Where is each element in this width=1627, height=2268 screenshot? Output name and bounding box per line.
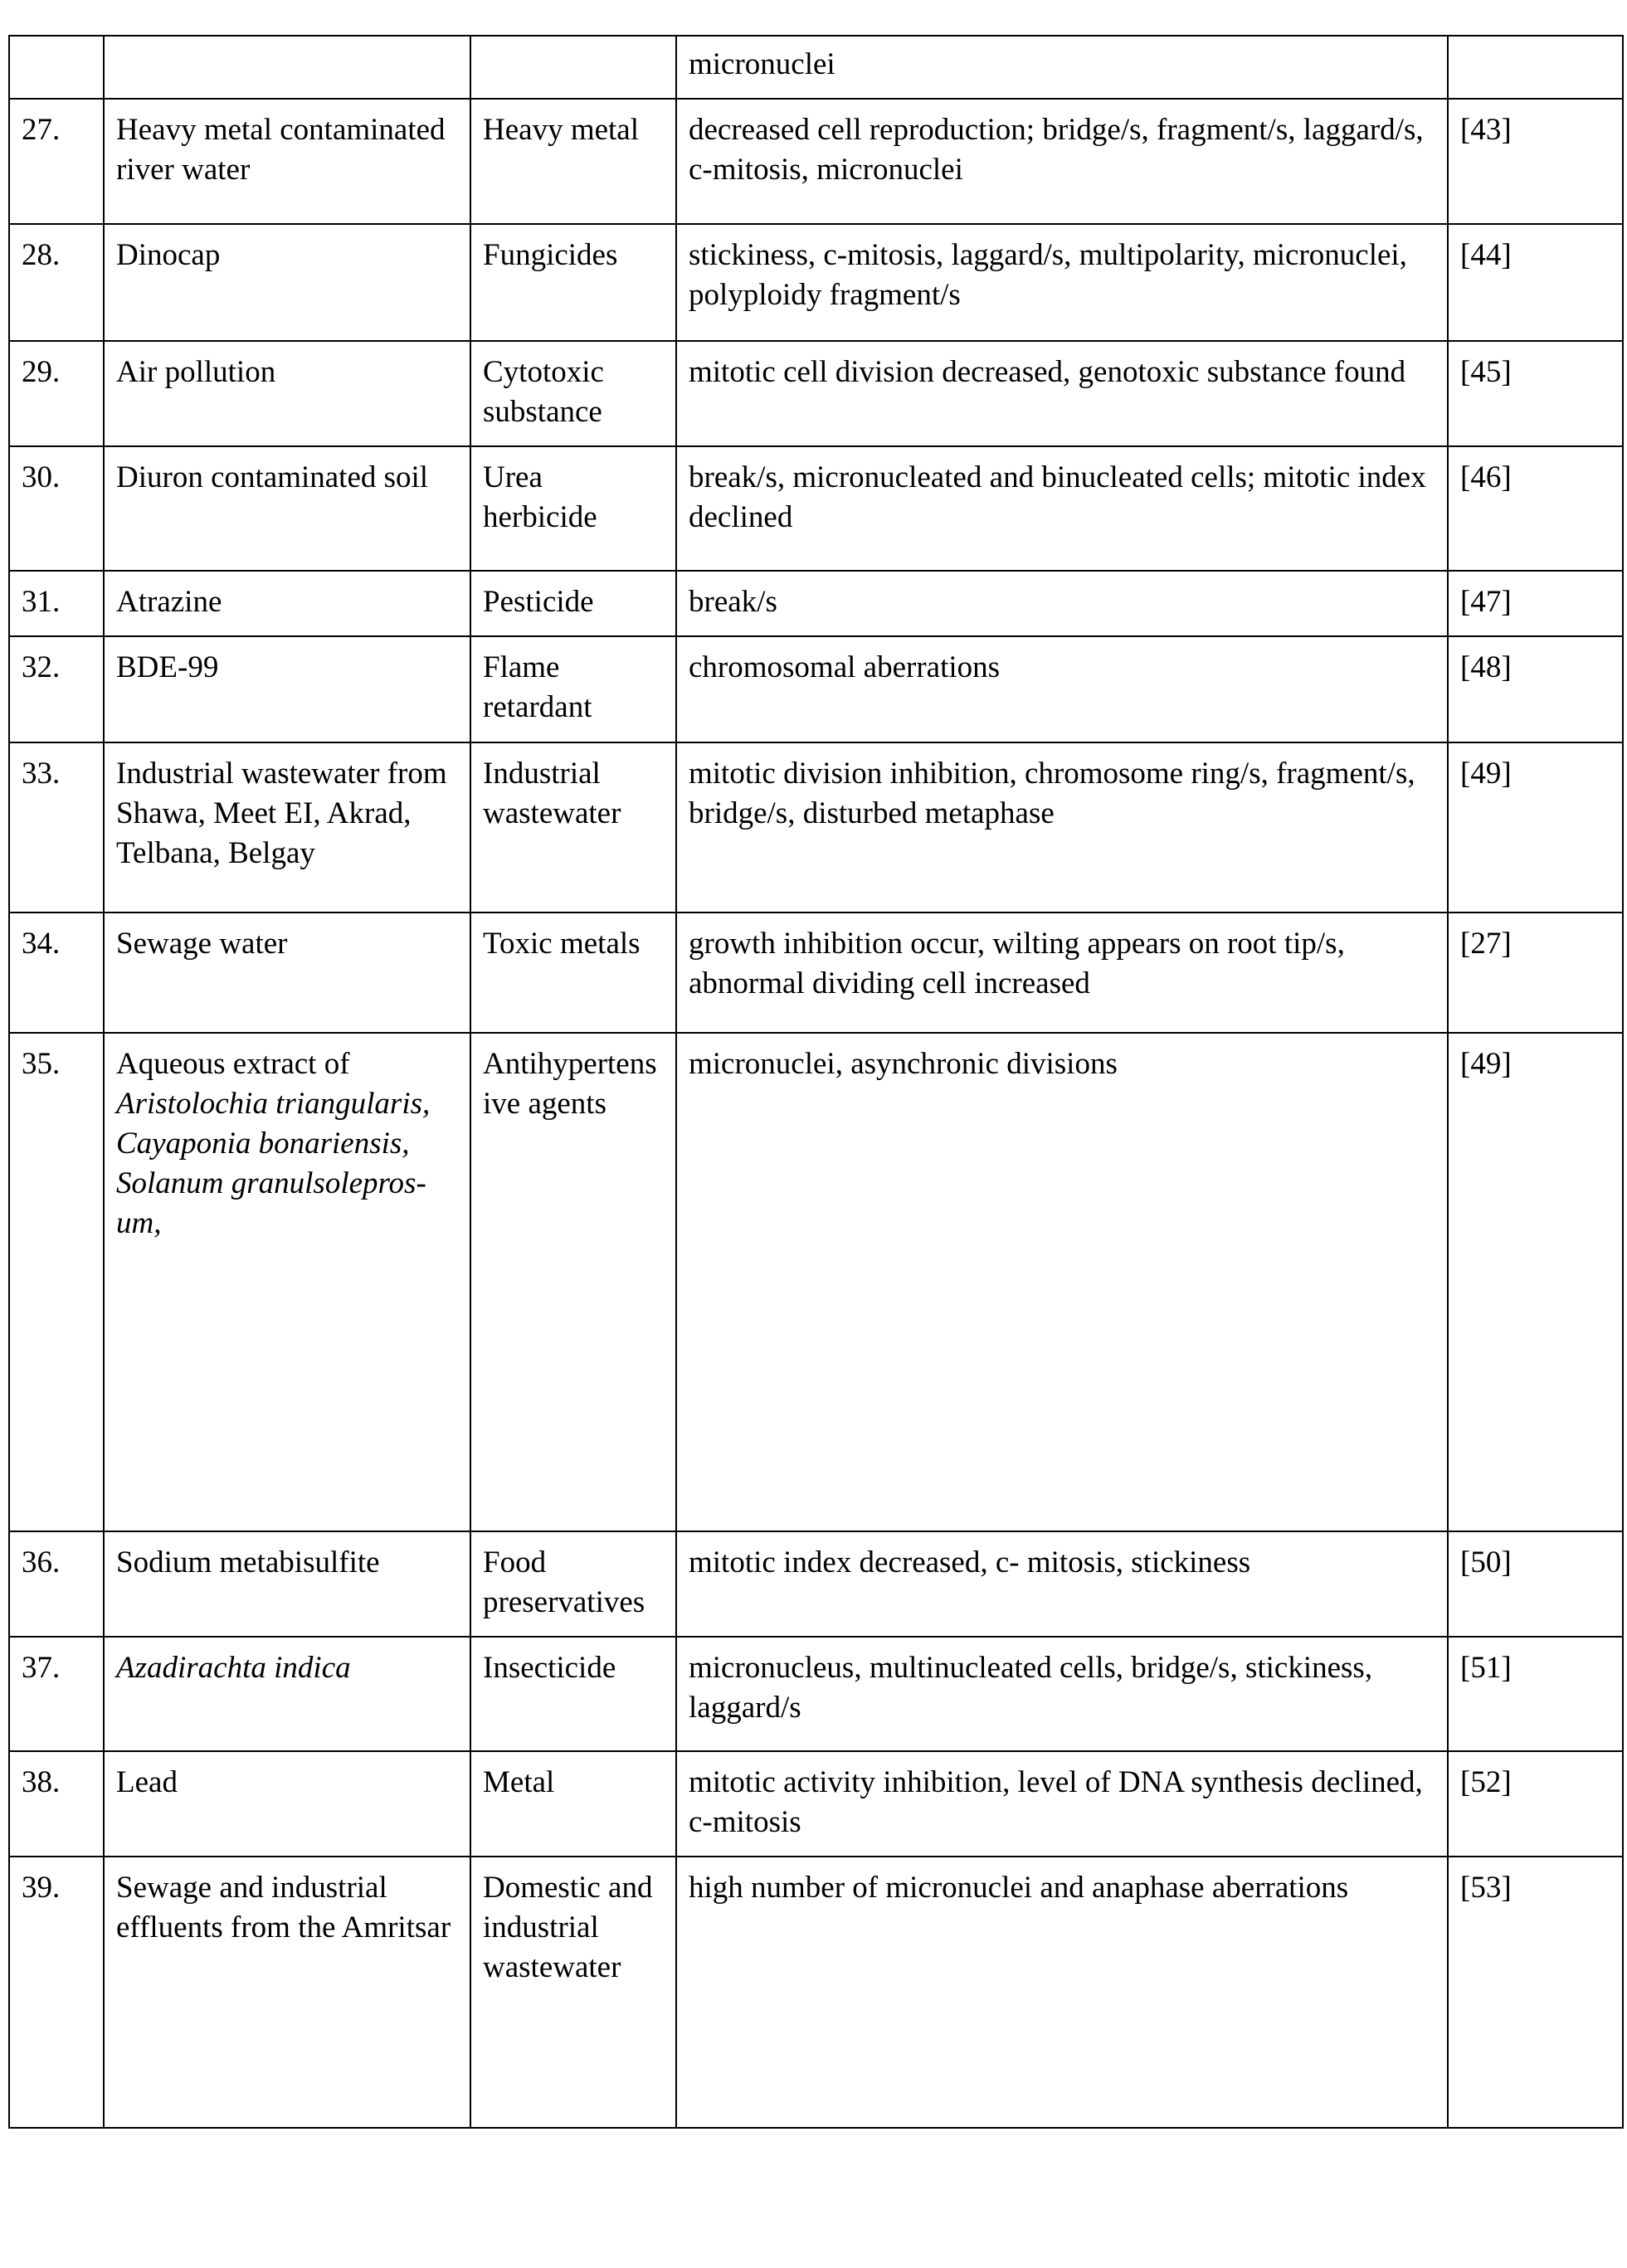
cell-agent-type: Metal (470, 1751, 676, 1857)
cell-serial-number: 32. (9, 636, 104, 742)
table-row (9, 99, 1623, 224)
cell-observed-effect: mitotic activity inhibition, level of DNA synthesis declined, c-mitosis (676, 1751, 1448, 1857)
table-row (9, 1751, 1623, 1857)
cell-serial-number: 31. (9, 571, 104, 636)
cell-observed-effect: mitotic division inhibition, chromosome ring/s, fragment/s, bridge/s, disturbed metaphase (676, 742, 1448, 913)
cell-agent-type: Food preservatives (470, 1531, 676, 1637)
cell-serial-number (9, 36, 104, 99)
chromosomal-aberration-table (8, 35, 1624, 2129)
agent-species-name: Azadirachta indica (116, 1650, 351, 1685)
agent-species-name: Aristolochia triangularis, Cayaponia bonariensis, Solanum granulsolepros-um, (116, 1086, 431, 1240)
cell-reference: [49] (1448, 1033, 1623, 1531)
cell-reference: [50] (1448, 1531, 1623, 1637)
table-row (9, 446, 1623, 571)
cell-reference: [51] (1448, 1637, 1623, 1751)
cell-serial-number: 36. (9, 1531, 104, 1637)
cell-reference: [27] (1448, 913, 1623, 1033)
cell-agent-type: Flame retardant (470, 636, 676, 742)
agent-prefix: Aqueous extract of (116, 1046, 350, 1081)
cell-agent-type: Insecticide (470, 1637, 676, 1751)
cell-agent-type: Industrial wastewater (470, 742, 676, 913)
cell-observed-effect: micronuclei, asynchronic divisions (676, 1033, 1448, 1531)
cell-observed-effect: break/s (676, 571, 1448, 636)
table-row (9, 1033, 1623, 1531)
cell-serial-number: 39. (9, 1857, 104, 2128)
cell-observed-effect: break/s, micronucleated and binucleated cells; mitotic index declined (676, 446, 1448, 571)
cell-serial-number: 29. (9, 341, 104, 446)
cell-serial-number: 37. (9, 1637, 104, 1751)
cell-agent-type: Antihypertensive agents (470, 1033, 676, 1531)
cell-observed-effect: stickiness, c-mitosis, laggard/s, multipolarity, micronuclei, polyploidy fragment/s (676, 224, 1448, 341)
table-row (9, 636, 1623, 742)
cell-agent-type: Cytotoxic substance (470, 341, 676, 446)
cell-reference: [45] (1448, 341, 1623, 446)
cell-serial-number: 38. (9, 1751, 104, 1857)
cell-serial-number: 33. (9, 742, 104, 913)
cell-agent-type (470, 36, 676, 99)
cell-agent: Industrial wastewater from Shawa, Meet EI, Akrad, Telbana, Belgay (104, 742, 470, 913)
cell-observed-effect: mitotic index decreased, c- mitosis, stickiness (676, 1531, 1448, 1637)
cell-reference: [52] (1448, 1751, 1623, 1857)
cell-observed-effect: chromosomal aberrations (676, 636, 1448, 742)
cell-agent-type: Urea herbicide (470, 446, 676, 571)
cell-agent (104, 1033, 470, 1531)
table-row (9, 1857, 1623, 2128)
cell-agent: Diuron contaminated soil (104, 446, 470, 571)
cell-reference (1448, 36, 1623, 99)
cell-observed-effect: high number of micronuclei and anaphase aberrations (676, 1857, 1448, 2128)
cell-serial-number: 35. (9, 1033, 104, 1531)
cell-reference: [47] (1448, 571, 1623, 636)
table-row (9, 1637, 1623, 1751)
cell-agent: Atrazine (104, 571, 470, 636)
cell-agent (104, 1637, 470, 1751)
cell-reference: [46] (1448, 446, 1623, 571)
table-row (9, 742, 1623, 913)
cell-reference: [44] (1448, 224, 1623, 341)
cell-agent: BDE-99 (104, 636, 470, 742)
table-row (9, 1531, 1623, 1637)
cell-observed-effect: micronuclei (676, 36, 1448, 99)
cell-observed-effect: mitotic cell division decreased, genotoxic substance found (676, 341, 1448, 446)
cell-agent-type: Fungicides (470, 224, 676, 341)
cell-serial-number: 30. (9, 446, 104, 571)
table-body (9, 36, 1623, 2128)
cell-agent: Heavy metal contaminated river water (104, 99, 470, 224)
cell-agent (104, 36, 470, 99)
cell-agent-type: Domestic and industrial wastewater (470, 1857, 676, 2128)
table-row (9, 224, 1623, 341)
cell-observed-effect: micronucleus, multinucleated cells, bridge/s, stickiness, laggard/s (676, 1637, 1448, 1751)
cell-agent-type: Pesticide (470, 571, 676, 636)
cell-agent: Lead (104, 1751, 470, 1857)
cell-serial-number: 27. (9, 99, 104, 224)
cell-reference: [49] (1448, 742, 1623, 913)
cell-agent: Dinocap (104, 224, 470, 341)
cell-observed-effect: decreased cell reproduction; bridge/s, fragment/s, laggard/s, c-mitosis, micronuclei (676, 99, 1448, 224)
cell-agent: Air pollution (104, 341, 470, 446)
cell-agent-type: Toxic metals (470, 913, 676, 1033)
cell-reference: [53] (1448, 1857, 1623, 2128)
table-row (9, 36, 1623, 99)
table-row (9, 913, 1623, 1033)
cell-serial-number: 28. (9, 224, 104, 341)
cell-observed-effect: growth inhibition occur, wilting appears on root tip/s, abnormal dividing cell increased (676, 913, 1448, 1033)
cell-agent: Sewage and industrial effluents from the Amritsar (104, 1857, 470, 2128)
cell-agent: Sewage water (104, 913, 470, 1033)
cell-serial-number: 34. (9, 913, 104, 1033)
cell-agent-type: Heavy metal (470, 99, 676, 224)
table-row (9, 571, 1623, 636)
cell-reference: [48] (1448, 636, 1623, 742)
table-row (9, 341, 1623, 446)
cell-reference: [43] (1448, 99, 1623, 224)
cell-agent: Sodium metabisulfite (104, 1531, 470, 1637)
